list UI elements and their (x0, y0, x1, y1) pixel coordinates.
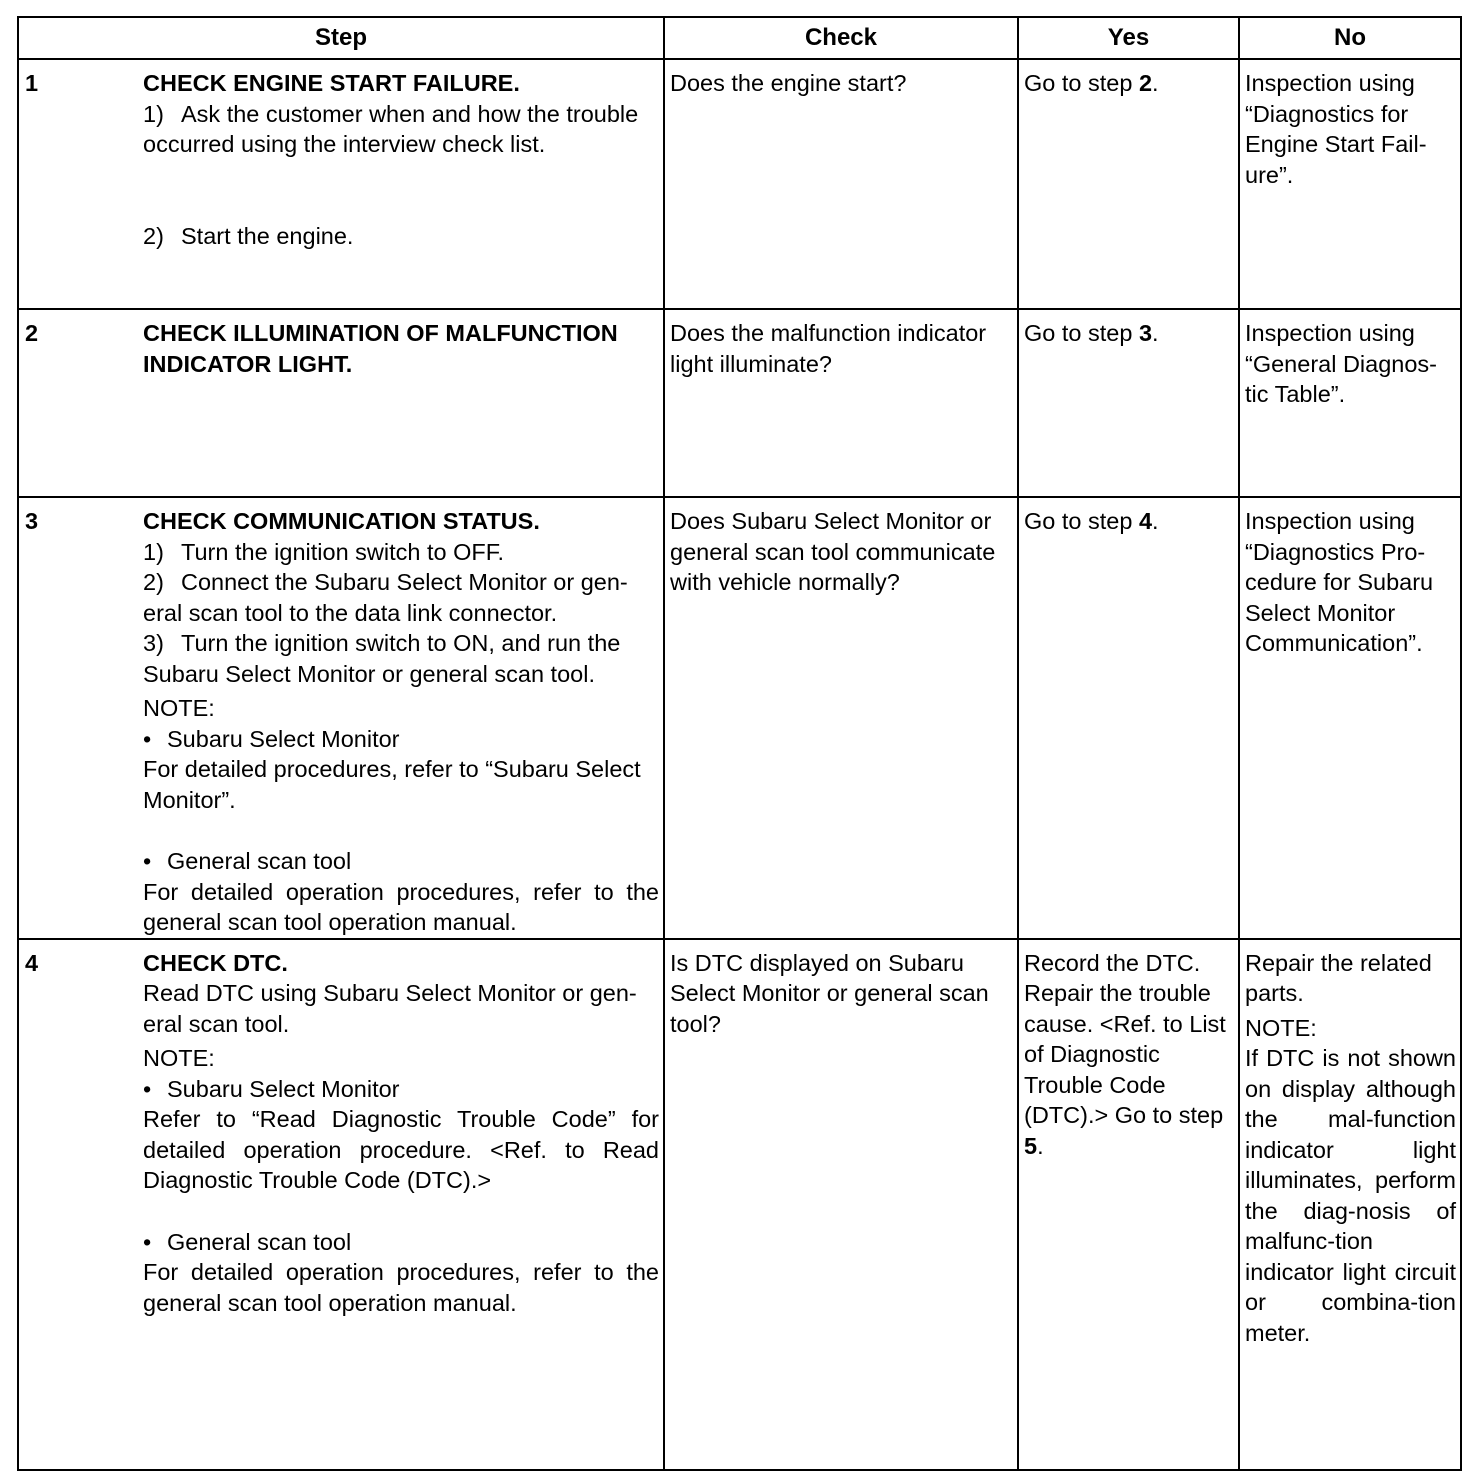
check-cell: Does the malfunction indicator light illuminate? (664, 309, 1018, 497)
step-instruction: 2) Start the engine. (143, 222, 354, 249)
header-row (18, 17, 1461, 59)
step-cell (18, 309, 664, 497)
header-yes: Yes (1018, 17, 1239, 59)
table-row (18, 59, 1461, 309)
step-number: 4 (25, 949, 39, 976)
step-title: CHECK ILLUMINATION OF MALFUNCTION INDICATOR LIGHT. (143, 320, 618, 377)
header-no: No (1239, 17, 1461, 59)
step-number: 1 (25, 70, 39, 96)
step-number: 3 (25, 508, 39, 534)
bullet-text: For detailed operation procedures, refer to the general scan tool operation manual. (143, 1259, 659, 1316)
yes-cell: Go to step 2. (1018, 59, 1239, 309)
check-cell: Is DTC displayed on Subaru Select Monitor or general scan tool? (664, 939, 1018, 1470)
step-cell (18, 497, 664, 939)
header-step: Step (18, 17, 664, 59)
bullet-text: For detailed operation procedures, refer to the general scan tool operation manual. (143, 878, 659, 935)
check-cell: Does Subaru Select Monitor or general scan tool communicate with vehicle normally? (664, 497, 1018, 939)
note-label: NOTE: (143, 1045, 215, 1071)
no-text: Repair the related parts. (1245, 949, 1432, 1006)
bullet-item: • General scan tool (143, 1227, 659, 1258)
note-text: If DTC is not shown on display although the mal-function indicator light illuminates, perform the diag-nosis of malfunc-tion indicator light circuit or combina-tion meter. (1245, 1045, 1456, 1346)
step-title: CHECK DTC. (143, 949, 288, 976)
step-title: CHECK ENGINE START FAILURE. (143, 70, 520, 96)
no-cell: Inspection using “General Diagnos-tic Table”. (1239, 309, 1461, 497)
no-cell: Inspection using “Diagnostics Pro-cedure for Subaru Select Monitor Communication”. (1239, 497, 1461, 939)
step-cell (18, 939, 664, 1470)
step-title: CHECK COMMUNICATION STATUS. (143, 508, 540, 534)
yes-cell: Go to step 4. (1018, 497, 1239, 939)
step-instruction: 1) Ask the customer when and how the trouble occurred using the interview check list. (143, 100, 639, 157)
yes-cell: Go to step 3. (1018, 309, 1239, 497)
table-row (18, 939, 1461, 1470)
bullet-item: • Subaru Select Monitor (143, 1074, 659, 1105)
note-label: NOTE: (1245, 1014, 1317, 1041)
note-label: NOTE: (143, 695, 215, 721)
bullet-text: Refer to “Read Diagnostic Trouble Code” for detailed operation procedure. <Ref. to Read Diagnostic Trouble Code (DTC).> (143, 1106, 659, 1193)
header-check: Check (664, 17, 1018, 59)
step-instruction: 2) Connect the Subaru Select Monitor or gen-eral scan tool to the data link connector. (143, 569, 628, 626)
step-instruction: Read DTC using Subaru Select Monitor or gen-eral scan tool. (143, 980, 637, 1037)
step-number: 2 (25, 320, 39, 346)
check-cell: Does the engine start? (664, 59, 1018, 309)
bullet-item: • Subaru Select Monitor (143, 724, 659, 755)
table-row (18, 309, 1461, 497)
yes-cell: Record the DTC. Repair the trouble cause. <Ref. to List of Diagnostic Trouble Code (DTC).> Go to step 5. (1018, 939, 1239, 1470)
step-instruction: 1) Turn the ignition switch to OFF. (143, 538, 505, 565)
step-cell (18, 59, 664, 309)
no-cell: Inspection using “Diagnostics for Engine Start Fail-ure”. (1239, 59, 1461, 309)
diagnostic-table (17, 16, 1462, 1471)
bullet-item: • General scan tool (143, 846, 659, 877)
no-cell (1239, 939, 1461, 1470)
table-row (18, 497, 1461, 939)
bullet-text: For detailed procedures, refer to “Subaru Select Monitor”. (143, 756, 641, 813)
step-instruction: 3) Turn the ignition switch to ON, and run the Subaru Select Monitor or general scan tool. (143, 630, 621, 687)
